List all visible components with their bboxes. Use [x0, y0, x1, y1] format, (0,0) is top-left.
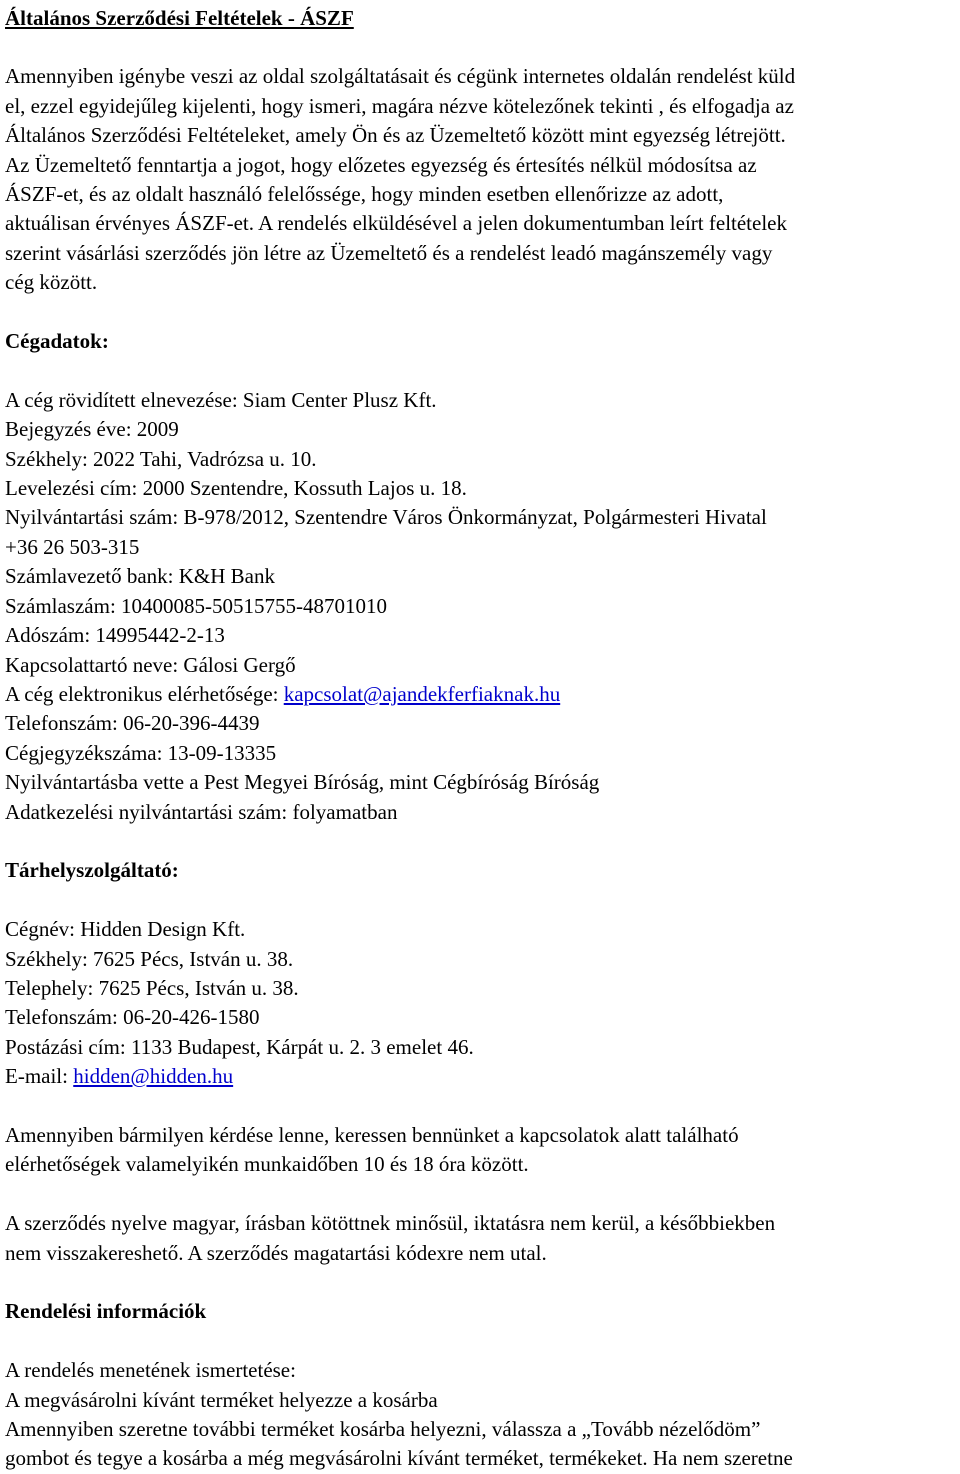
spacer [5, 298, 957, 327]
company-details [5, 386, 957, 827]
intro-line: cég között. [5, 270, 98, 295]
company-detail-line: Székhely: 2022 Tahi, Vadrózsa u. 10. [5, 446, 317, 471]
spacer [5, 1092, 957, 1121]
intro-line: ÁSZF-et, és az oldalt használó felelőssége, hogy minden esetben ellenőrizze az adott, [5, 182, 724, 207]
company-email-line [5, 680, 957, 709]
hosting-detail-line: Telefonszám: 06-20-426-1580 [5, 1005, 260, 1030]
hosting-email-line [5, 1062, 957, 1091]
order-info-line: A rendelés menetének ismertetése: [5, 1358, 296, 1383]
hosting-email-link[interactable]: hidden@hidden.hu [73, 1064, 234, 1089]
intro-paragraph [5, 62, 957, 297]
company-detail-line: Kapcsolattartó neve: Gálosi Gergő [5, 652, 296, 677]
intro-line: aktuálisan érvényes ÁSZF-et. A rendelés elküldésével a jelen dokumentumban leírt feltételek [5, 211, 787, 236]
spacer [5, 1180, 957, 1209]
spacer [5, 1268, 957, 1297]
contact-note-paragraph [5, 1121, 957, 1180]
company-email-link[interactable]: kapcsolat@ajandekferfiaknak.hu [283, 681, 561, 706]
company-heading: Cégadatok: [5, 329, 109, 354]
company-detail-line: Adatkezelési nyilvántartási szám: folyamatban [5, 799, 398, 824]
spacer [5, 356, 957, 385]
order-info-heading: Rendelési információk [5, 1299, 207, 1324]
company-detail-line: Cégjegyzékszáma: 13-09-13335 [5, 740, 277, 765]
company-detail-line: A cég rövidített elnevezése: Siam Center Plusz Kft. [5, 387, 437, 412]
company-detail-line: Számlavezető bank: K&H Bank [5, 564, 276, 589]
hosting-details [5, 915, 957, 1091]
order-info-details [5, 1356, 957, 1474]
hosting-email-label: E-mail: [5, 1064, 74, 1089]
order-info-line: gombot és tegye a kosárba a még megvásárolni kívánt terméket, termékeket. Ha nem szeretne [5, 1446, 793, 1471]
spacer [5, 33, 957, 62]
company-detail-line: Telefonszám: 06-20-396-4439 [5, 711, 260, 736]
intro-line: Az Üzemeltető fenntartja a jogot, hogy előzetes egyezség és értesítés nélkül módosítsa az [5, 152, 757, 177]
company-detail-line: Számlaszám: 10400085-50515755-48701010 [5, 593, 388, 618]
contact-note-line: elérhetőségek valamelyikén munkaidőben 10 és 18 óra között. [5, 1152, 529, 1177]
hosting-detail-line: Székhely: 7625 Pécs, István u. 38. [5, 946, 294, 971]
contract-note-line: nem visszakereshető. A szerződés magatartási kódexre nem utal. [5, 1240, 547, 1265]
company-detail-line: Adószám: 14995442-2-13 [5, 623, 225, 648]
document-page [5, 0, 957, 1474]
contract-note-paragraph [5, 1209, 957, 1268]
company-detail-line: Levelezési cím: 2000 Szentendre, Kossuth Lajos u. 18. [5, 476, 467, 501]
hosting-heading: Tárhelyszolgáltató: [5, 858, 179, 883]
spacer [5, 1327, 957, 1356]
intro-line: szerint vásárlási szerződés jön létre az Üzemeltető és a rendelést leadó magánszemély vagy [5, 240, 773, 265]
contract-note-line: A szerződés nyelve magyar, írásban kötöttnek minősül, iktatásra nem kerül, a későbbiekben [5, 1211, 776, 1236]
spacer [5, 827, 957, 856]
intro-line: el, ezzel egyidejűleg kijelenti, hogy ismeri, magára nézve kötelezőnek tekinti , és elfogadja az [5, 93, 794, 118]
intro-line: Amennyiben igénybe veszi az oldal szolgáltatásait és cégünk internetes oldalán rendelést küld [5, 64, 796, 89]
page-title: Általános Szerződési Feltételek - ÁSZF [5, 6, 354, 30]
company-detail-line: Nyilvántartási szám: B-978/2012, Szentendre Város Önkormányzat, Polgármesteri Hivatal [5, 505, 767, 530]
hosting-detail-line: Telephely: 7625 Pécs, István u. 38. [5, 975, 299, 1000]
hosting-detail-line: Cégnév: Hidden Design Kft. [5, 917, 246, 942]
company-detail-line: Bejegyzés éve: 2009 [5, 417, 179, 442]
order-info-line: Amennyiben szeretne további terméket kosárba helyezni, válassza a „Tovább nézelődöm” [5, 1416, 761, 1441]
company-detail-line: Nyilvántartásba vette a Pest Megyei Bíróság, mint Cégbíróság Bíróság [5, 770, 600, 795]
order-info-line: A megvásárolni kívánt terméket helyezze a kosárba [5, 1387, 438, 1412]
company-email-label: A cég elektronikus elérhetősége: [5, 681, 284, 706]
hosting-detail-line: Postázási cím: 1133 Budapest, Kárpát u. 2. 3 emelet 46. [5, 1034, 474, 1059]
company-detail-line: +36 26 503-315 [5, 534, 140, 559]
intro-line: Általános Szerződési Feltételeket, amely Ön és az Üzemeltető között mint egyezség létrejött. [5, 123, 786, 148]
spacer [5, 886, 957, 915]
contact-note-line: Amennyiben bármilyen kérdése lenne, keressen bennünket a kapcsolatok alatt található [5, 1122, 739, 1147]
